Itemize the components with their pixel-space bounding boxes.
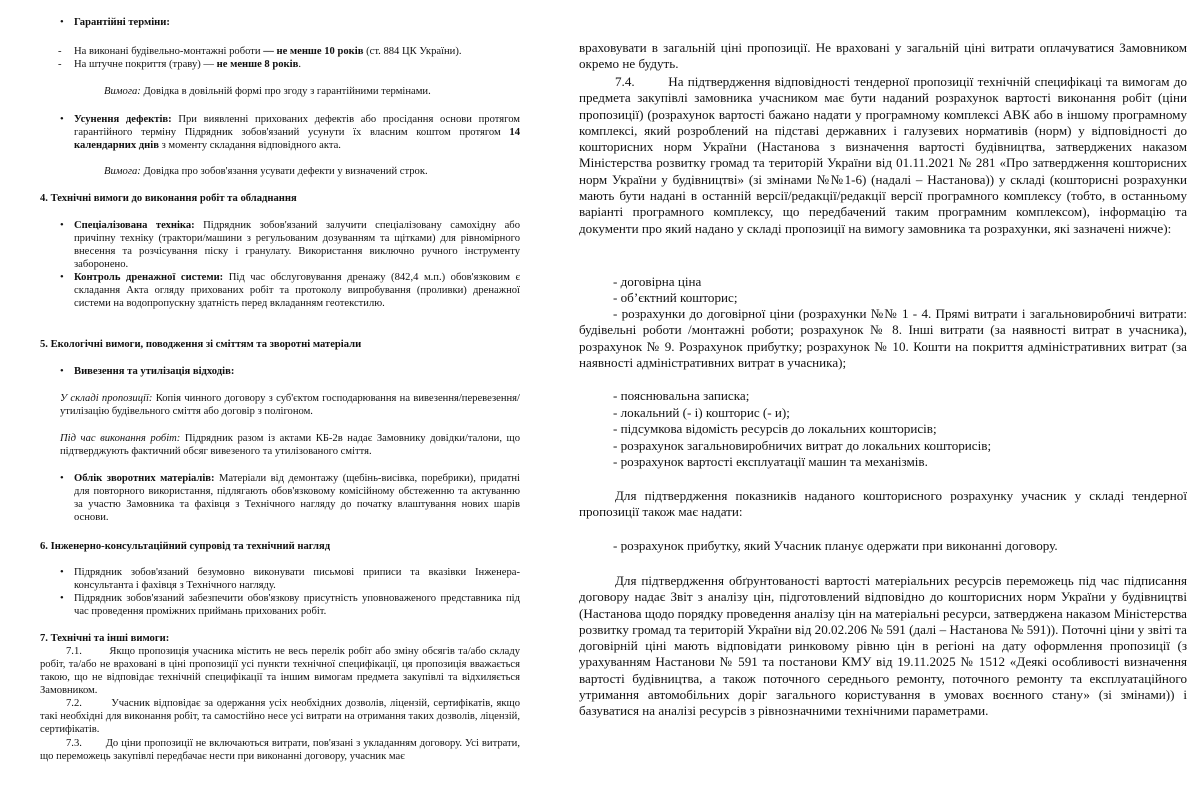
defects-requirement: Вимога: Довідка про зобов'язання усувати дефекти у визначений строк. xyxy=(104,166,428,177)
section-6-item-1: Підрядник зобов'язаний безумовно виконувати письмові приписи та вказівки Інженера-консультанта і фахівця з Технічного нагляду. xyxy=(74,567,520,591)
paragraph-7-3: 7.3. До ціни пропозиції не включаються витрати, пов'язані з укладанням договору. Усі витрати, що переможець закупівлі передбачає нести при виконанні договору, учасник має xyxy=(40,738,520,762)
bullet-icon: • xyxy=(60,220,64,231)
bullet-icon: • xyxy=(60,593,64,604)
dash-icon: - xyxy=(58,46,62,57)
bullet-icon: • xyxy=(60,114,64,125)
warranty-requirement: Вимога: Довідка в довільній формі про згоду з гарантійними термінами. xyxy=(104,86,431,97)
warranty-line-1: На виконані будівельно-монтажні роботи — не менше 10 років (ст. 884 ЦК України). xyxy=(74,46,462,57)
right-page xyxy=(563,0,1200,800)
return-materials-paragraph: Облік зворотних матеріалів: Матеріали від демонтажу (щебінь-висівка, поребрики), придатні для повторного використання, підлягають обов'язковому комісійному обстеженню та актуванню за участю Замовника та фахівця з Технічного нагляду до початку влаштування нових шарів основи. xyxy=(74,473,521,523)
defects-paragraph: Усунення дефектів: При виявленні прихованих дефектів або просідання основи протягом гарантійного терміну Підрядник зобов'язаний усунути їх власним коштом протягом 14 календарних днів з моменту складання відповідного акта. xyxy=(74,114,520,151)
section-5-heading: 5. Екологічні вимоги, поводження зі сміттям та зворотні матеріали xyxy=(40,339,362,350)
paragraph-7-4: 7.4. На підтвердження відповідності тендерної пропозиції технічній специфікаці та вимогам до предмета закупівлі замовника учасником має бути наданий розрахунок вартості виконання робіт (ціни пропозиції) (розрахунок вартості бажано надати у програмному комплексі АВК або в іншому програмному комплексі, який розроблений на підставі державних і галузевих нормативів (норм) у відповідності до кошторисних норм України (Настанова з визначення вартості будівництва, затверджених наказом Міністерства розвитку громад та територій України від 01.11.2021 № 281 «Про затвердження кошторисних норм України у будівництві» (зі змінами №№1-6) (надалі – Настанова)) у складі (кошторисні розрахунки мають бути надані в останній версії/редакції/редакції версії програмного комплексу (тобто, в останньому варіанті програмного комплексу, що передбачений таким програмним комплексом), інформацію та документи про який надано у складі пропозиції на вимогу замовника та розрахунки, які зазначені нижче): xyxy=(579,74,1188,236)
section-4-heading: 4. Технічні вимоги до виконання робіт та обладнання xyxy=(40,193,297,204)
warranty-line-2: На штучне покриття (траву) — не менше 8 років. xyxy=(74,59,301,70)
list-item: - розрахунки до договірної ціни (розрахунки №№ 1 - 4. Прямі витрати і загальновиробничі витрати: будівельні роботи /монтажні роботи; розрахунок № 8. Інші витрати (за наявності витрат в учасника), розрахунок № 9. Розрахунок прибутку; розрахунок № 10. Кошти на покриття адміністративних витрат (за наявності адміністративних витрат в учасника); xyxy=(579,306,1187,370)
waste-proposal-paragraph: У складі пропозиції: Копія чинного договору з суб'єктом господарювання на вивезення/перевезення/утилізацію будівельного сміття або договір з полігоном. xyxy=(60,393,520,417)
list-item: - об’єктний кошторис; xyxy=(613,290,738,305)
waste-works-paragraph: Під час виконання робіт: Підрядник разом із актами КБ-2в надає Замовнику довідки/талони, що підтверджують фактичний обсяг вивезеного та утилізованого сміття. xyxy=(60,433,520,457)
section-7-heading: 7. Технічні та інші вимоги: xyxy=(40,633,170,644)
list-item: - підсумкова відомість ресурсів до локальних кошторисів; xyxy=(613,421,937,436)
continuation-paragraph: враховувати в загальній ціні пропозиції. Не враховані у загальній ціні витрати оплачуватися Замовником окремо не будуть. xyxy=(579,40,1187,72)
paragraph-7-2: 7.2. Учасник відповідає за одержання усіх необхідних дозволів, ліцензій, сертифікатів, якщо такі необхідні для виконання робіт, та самостійно несе усі витрати на отримання таких дозволів, ліцензій, сертифікатів. xyxy=(40,698,521,735)
paragraph-7-1: 7.1. Якщо пропозиція учасника містить не весь перелік робіт або зміну обсягів та/або складу робіт, та/або не враховані в ціні пропозиції усі пункти технічної специфікації, ця пропозиція вважається такою, що не відповідає технічній специфікації та іншим вимогам предмета закупівлі та відхиляється Замовником. xyxy=(40,646,521,696)
list-item: - розрахунок вартості експлуатації машин та механізмів. xyxy=(613,454,928,469)
bullet-icon: • xyxy=(60,473,64,484)
list-item: - пояснювальна записка; xyxy=(613,388,750,403)
warranty-title: Гарантійні терміни: xyxy=(74,17,170,28)
waste-title: Вивезення та утилізація відходів: xyxy=(74,366,235,377)
list-item: - розрахунок загальновиробничих витрат до локальних кошторисів; xyxy=(613,438,992,453)
price-analysis-paragraph: Для підтвердження обґрунтованості вартості матеріальних ресурсів переможець під час підписання договору надає Звіт з аналізу цін, підготовлений відповідно до кошторисних норм України у будівництві (Настанова щодо порядку проведення аналізу цін на матеріальні ресурси, затверджена наказом Міністерства розвитку громад та територій України від 20.02.206 № 591 (далі – Настанова № 591)). Поточні ціни у звіті та договірній ціні мають відповідати ринковому рівню цін в регіоні на дату оформлення пропозиції (з урахуванням Настанови № 591 та постанови КМУ від 19.11.2025 № 1512 «Деякі особливості визначення вартості будівництва, а також поточного середнього ремонту, поточного ремонту та експлуатаційного утримання автомобільних доріг загального користування в умовах воєнного стану» (зі змінами)) і базуватися на аналізі ресурсів з рівнозначними технічними параметрами. xyxy=(579,573,1187,719)
list-item: - договірна ціна xyxy=(613,274,702,289)
list-item: - локальний (- і) кошторис (- и); xyxy=(613,405,790,420)
section-4-item-2: Контроль дренажної системи: Під час обслуговування дренажу (842,4 м.п.) обов'язковим є складання Акта огляду прихованих робіт та протоколу випробування (проливки) дренажної системи на водопропускну здатність перед вкладанням геотекстилю. xyxy=(74,272,520,309)
section-6-item-2: Підрядник зобов'язаний забезпечити обов'язкову присутність уповноваженого представника під час проведення проміжних приймань прихованих робіт. xyxy=(74,593,520,617)
confirm-paragraph: Для підтвердження показників наданого кошторисного розрахунку учасник у складі тендерної пропозиції також має надати: xyxy=(579,488,1187,520)
section-6-heading: 6. Інженерно-консультаційний супровід та технічний нагляд xyxy=(40,541,331,552)
dash-icon: - xyxy=(58,59,62,70)
section-4-item-1: Спеціалізована техніка: Підрядник зобов'язаний залучити спеціалізовану самохідну або причіпну техніку (трактори/машини з регульованим дозуванням та щітками) для рівномірного внесення та розчісування піску і гранулату. Використання виключно ручного інструменту заборонено. xyxy=(74,220,520,270)
bullet-icon: • xyxy=(60,567,64,578)
left-page xyxy=(0,0,560,800)
bullet-icon: • xyxy=(60,366,64,377)
bullet-icon: • xyxy=(60,17,64,28)
profit-item: - розрахунок прибутку, який Учасник планує одержати при виконанні договору. xyxy=(613,538,1058,553)
bullet-icon: • xyxy=(60,272,64,283)
